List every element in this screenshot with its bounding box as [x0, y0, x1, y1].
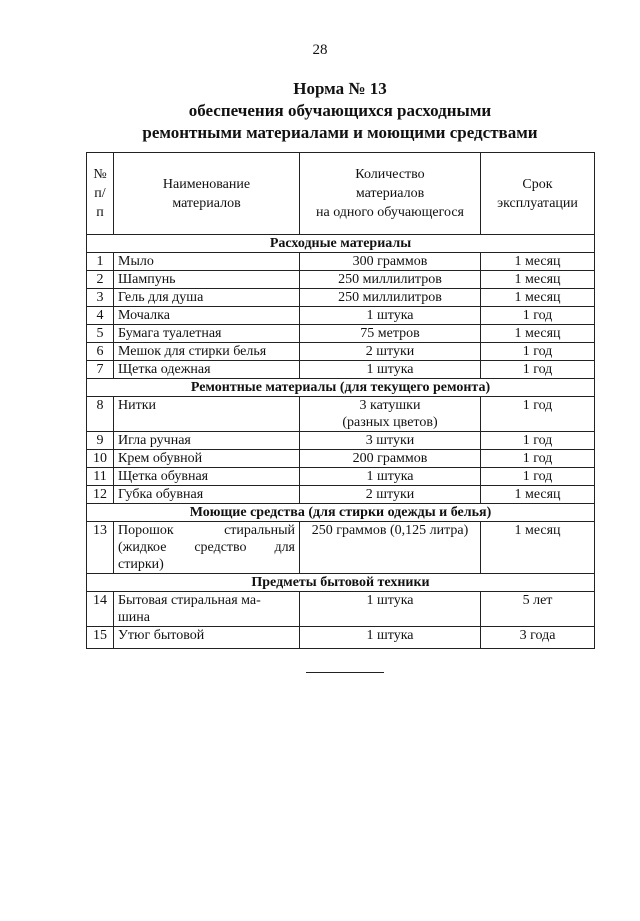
header-name: Наименование материалов [114, 153, 300, 235]
row-qty: 3 штуки [300, 432, 481, 450]
section-title: Ремонтные материалы (для текущего ремонта) [87, 379, 595, 397]
row-qty: 3 катушки (разных цветов) [300, 397, 481, 432]
title-line-3: ремонтными материалами и моющими средствами [142, 123, 538, 142]
row-term: 1 год [481, 307, 595, 325]
end-divider [306, 672, 384, 673]
row-name: Мешок для стирки белья [114, 343, 300, 361]
table-row [87, 486, 595, 504]
row-num: 5 [87, 325, 114, 343]
row-name: Мочалка [114, 307, 300, 325]
row-qty: 1 штука [300, 307, 481, 325]
row-num: 3 [87, 289, 114, 307]
row-num: 12 [87, 486, 114, 504]
row-name: Утюг бытовой [114, 627, 300, 649]
table-row [87, 271, 595, 289]
row-qty: 2 штуки [300, 486, 481, 504]
row-qty: 75 метров [300, 325, 481, 343]
section-row [87, 574, 595, 592]
row-name: Мыло [114, 253, 300, 271]
row-qty: 1 штука [300, 592, 481, 627]
row-qty: 2 штуки [300, 343, 481, 361]
row-term: 1 месяц [481, 486, 595, 504]
header-term: Срок эксплуатации [481, 153, 595, 235]
table-row [87, 253, 595, 271]
row-name: Щетка одежная [114, 361, 300, 379]
table-header-row [87, 153, 595, 235]
row-term: 5 лет [481, 592, 595, 627]
row-name: Игла ручная [114, 432, 300, 450]
row-qty: 1 штука [300, 468, 481, 486]
table-row [87, 627, 595, 649]
row-name: Губка обувная [114, 486, 300, 504]
table-row [87, 397, 595, 432]
row-name: Бытовая стиральная ма- шина [114, 592, 300, 627]
row-qty: 1 штука [300, 361, 481, 379]
row-name: Крем обувной [114, 450, 300, 468]
row-name: Порошок стиральный (жидкое средство для стирки) [114, 522, 300, 574]
row-name: Бумага туалетная [114, 325, 300, 343]
row-qty: 250 миллилитров [300, 271, 481, 289]
table-row [87, 468, 595, 486]
row-num: 10 [87, 450, 114, 468]
title-line-1: Норма № 13 [293, 79, 387, 98]
header-num: № п/п [87, 153, 114, 235]
table-row [87, 289, 595, 307]
row-name: Гель для душа [114, 289, 300, 307]
row-name: Щетка обувная [114, 468, 300, 486]
table-row [87, 450, 595, 468]
table-row [87, 522, 595, 574]
row-term: 1 год [481, 361, 595, 379]
table-row [87, 307, 595, 325]
row-num: 14 [87, 592, 114, 627]
table-row [87, 592, 595, 627]
row-num: 13 [87, 522, 114, 574]
row-num: 1 [87, 253, 114, 271]
row-term: 1 год [481, 397, 595, 432]
row-term: 1 месяц [481, 325, 595, 343]
table-row [87, 432, 595, 450]
norms-table [86, 152, 595, 649]
row-term: 1 год [481, 450, 595, 468]
section-title: Предметы бытовой техники [87, 574, 595, 592]
table-row [87, 361, 595, 379]
row-num: 2 [87, 271, 114, 289]
row-num: 6 [87, 343, 114, 361]
row-qty: 1 штука [300, 627, 481, 649]
page-number: 28 [312, 42, 328, 58]
section-title: Моющие средства (для стирки одежды и белья) [87, 504, 595, 522]
row-num: 15 [87, 627, 114, 649]
row-qty: 250 миллилитров [300, 289, 481, 307]
row-qty: 250 граммов (0,125 литра) [300, 522, 481, 574]
document-title [100, 78, 580, 144]
row-term: 1 месяц [481, 522, 595, 574]
table-row [87, 343, 595, 361]
section-title: Расходные материалы [87, 235, 595, 253]
row-qty: 200 граммов [300, 450, 481, 468]
row-term: 1 месяц [481, 289, 595, 307]
row-num: 9 [87, 432, 114, 450]
table-row [87, 325, 595, 343]
row-name: Шампунь [114, 271, 300, 289]
header-qty: Количество материалов на одного обучающегося [300, 153, 481, 235]
row-num: 11 [87, 468, 114, 486]
row-term: 1 год [481, 343, 595, 361]
section-row [87, 235, 595, 253]
row-num: 8 [87, 397, 114, 432]
row-term: 1 месяц [481, 271, 595, 289]
row-num: 4 [87, 307, 114, 325]
section-row [87, 379, 595, 397]
row-name: Нитки [114, 397, 300, 432]
row-qty: 300 граммов [300, 253, 481, 271]
title-line-2: обеспечения обучающихся расходными [188, 101, 492, 120]
row-term: 3 года [481, 627, 595, 649]
row-term: 1 месяц [481, 253, 595, 271]
section-row [87, 504, 595, 522]
row-term: 1 год [481, 468, 595, 486]
row-term: 1 год [481, 432, 595, 450]
row-num: 7 [87, 361, 114, 379]
